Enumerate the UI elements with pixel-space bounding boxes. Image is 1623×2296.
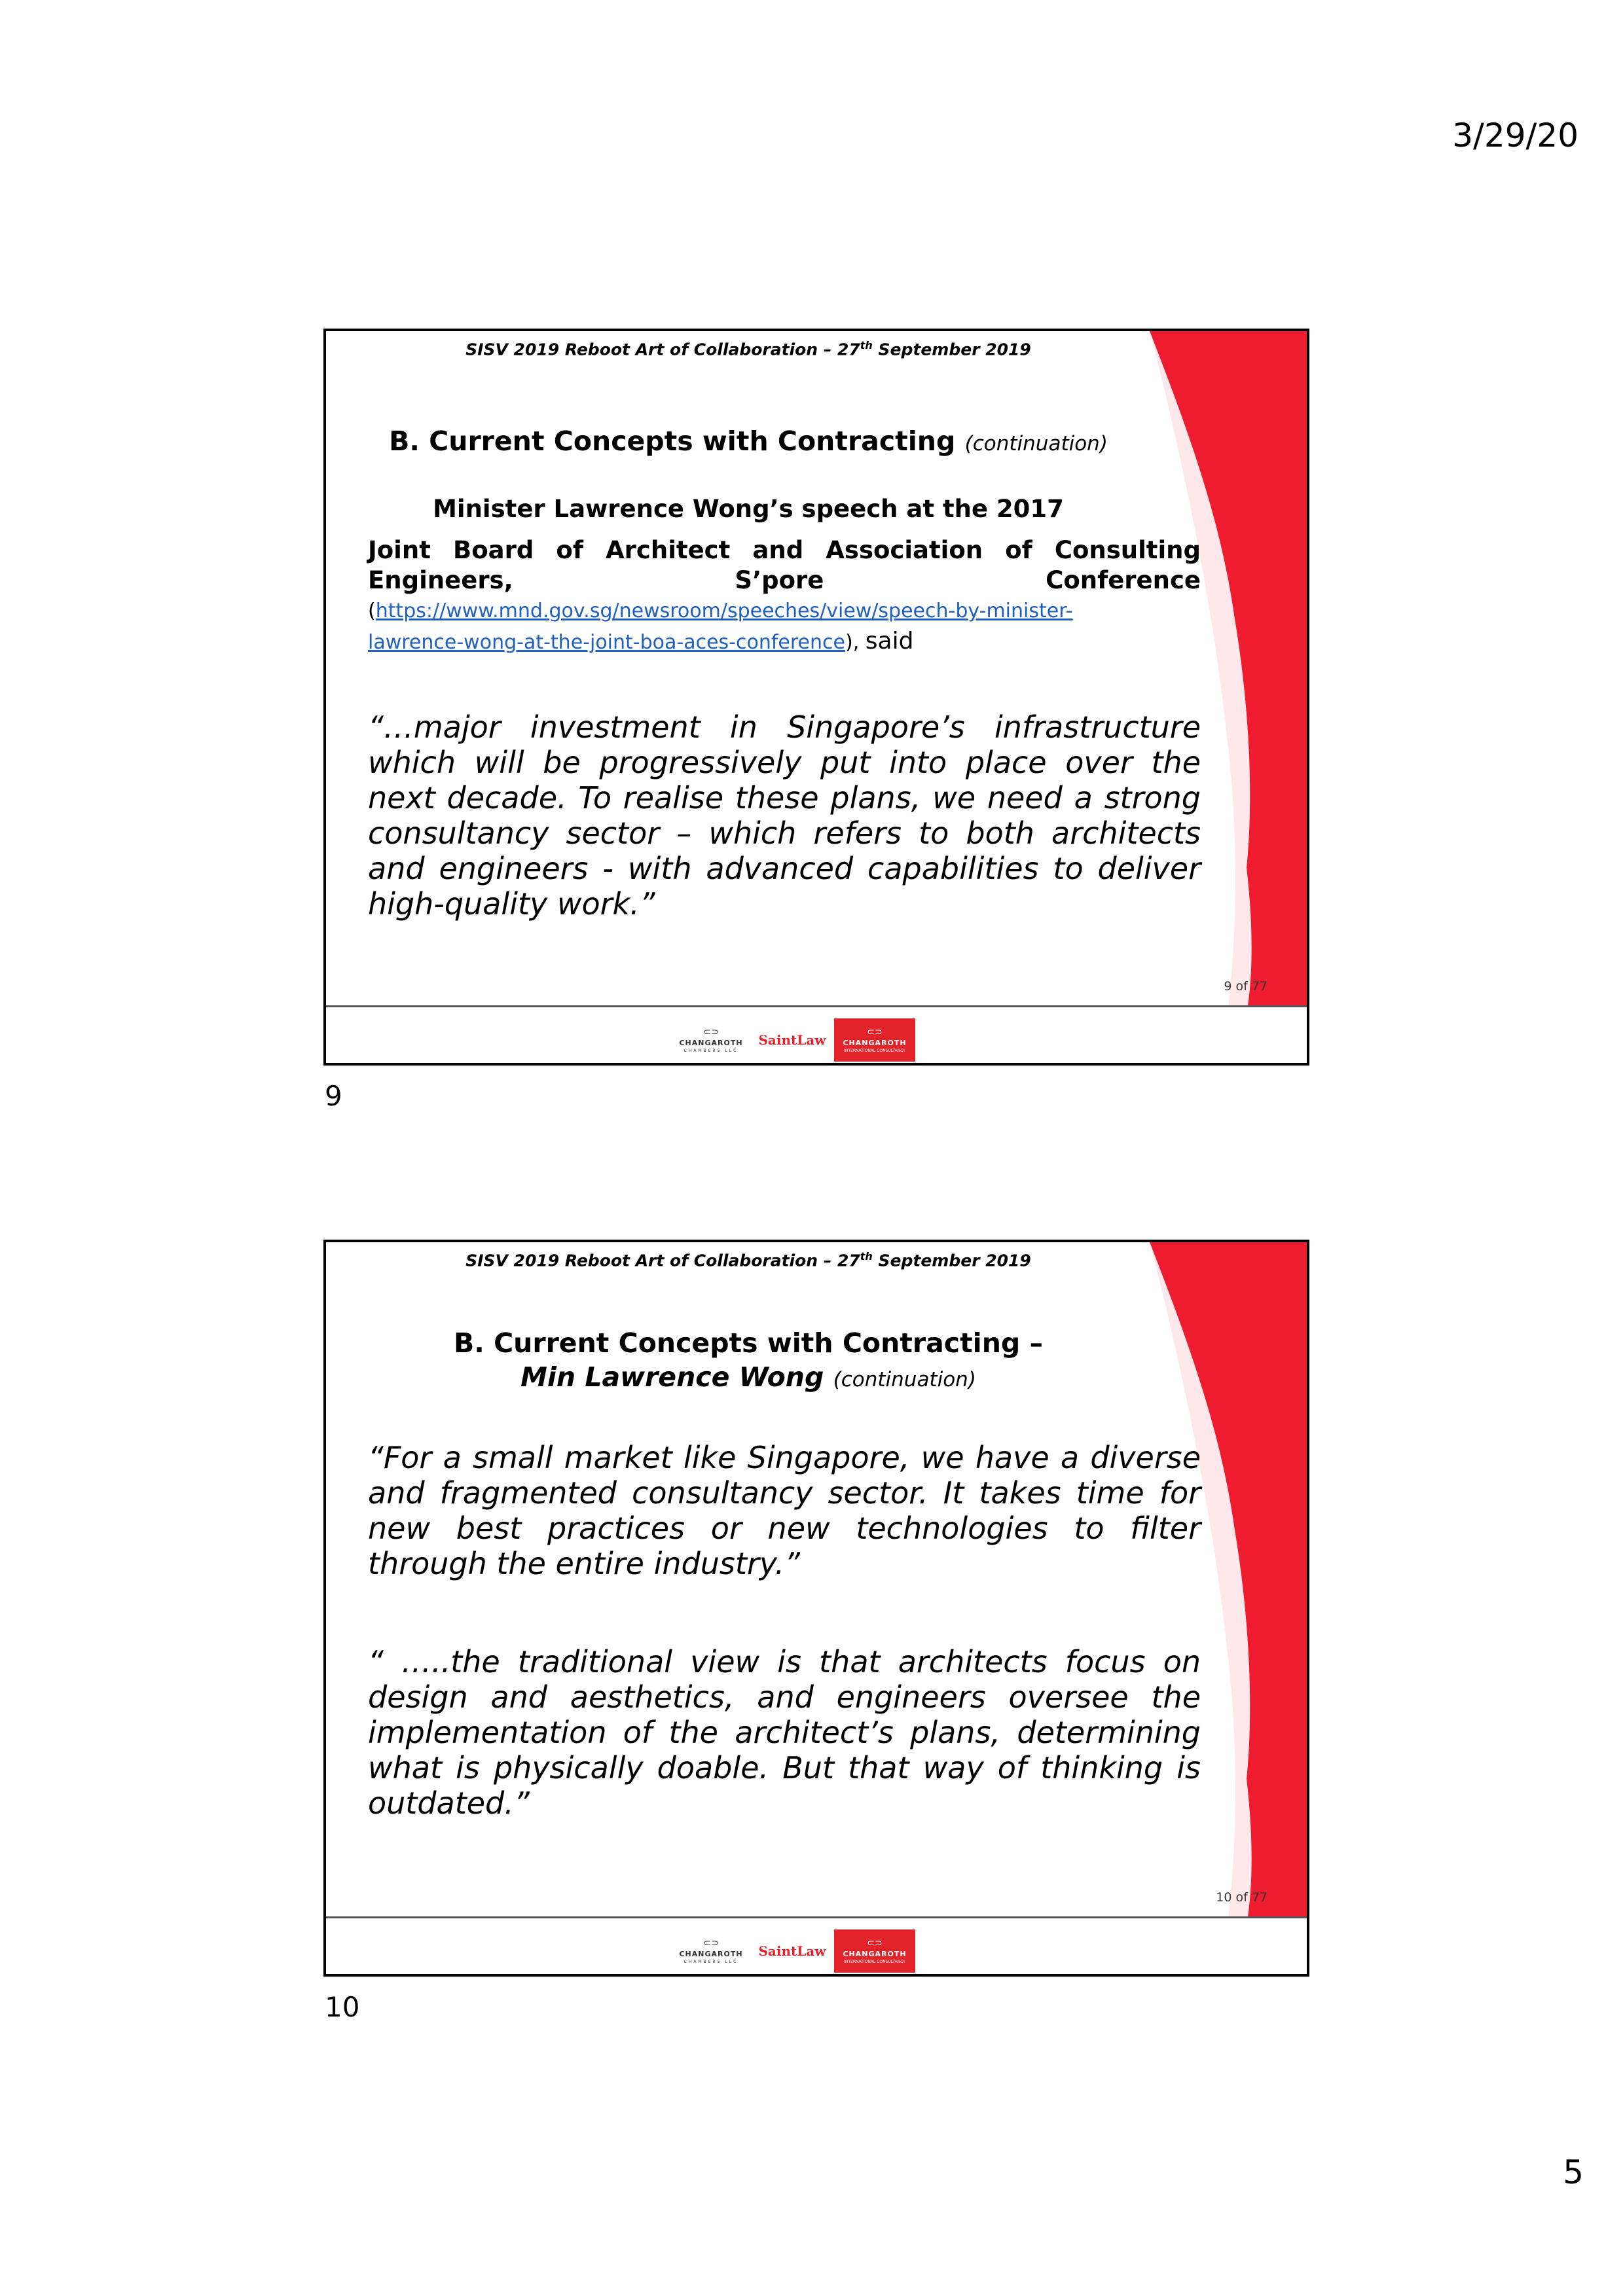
page-date: 3/29/20 (1452, 117, 1578, 154)
link-open-paren: ( (368, 600, 376, 622)
footer-divider (326, 1916, 1307, 1918)
changaroth-consultancy-logo (834, 1018, 915, 1062)
logo-1-name: CHANGAROTH (679, 1039, 743, 1047)
quote-block-1: “For a small market like Singapore, we have a diverse and fragmented consultancy sector. It takes time for new best practices or new technologies to filter through the entire industry.” (368, 1440, 1201, 1581)
footer-logos (672, 1018, 921, 1062)
header-prefix: SISV 2019 Reboot Art of Collaboration – 27 (465, 1251, 860, 1270)
logo-3-name: CHANGAROTH (843, 1039, 907, 1047)
logo-mark-icon: ⊂⊃ (867, 1027, 883, 1037)
title-text: B. Current Concepts with Contracting (389, 425, 956, 457)
logo-3-sub: INTERNATIONAL CONSULTANCY (844, 1960, 905, 1964)
title-name: Min Lawrence Wong (520, 1361, 824, 1393)
changaroth-chambers-logo (672, 1018, 750, 1062)
logo-3-name: CHANGAROTH (843, 1950, 907, 1958)
header-sup: th (860, 1250, 873, 1263)
said-text: said (865, 628, 914, 655)
speech-link-continued[interactable]: lawrence-wong-at-the-joint-boa-aces-conference (368, 631, 845, 654)
header-suffix: September 2019 (872, 340, 1031, 359)
logo-mark-icon: ⊂⊃ (703, 1938, 719, 1948)
slide-title: B. Current Concepts with Contracting – (453, 1327, 1044, 1359)
speech-link-line-1 (368, 596, 1201, 626)
slide-title (352, 425, 1144, 457)
speech-link[interactable]: https://www.mnd.gov.sg/newsroom/speeches/view/speech-by-minister- (375, 600, 1073, 622)
footer-logos (672, 1929, 921, 1973)
slide-number-10: 10 (325, 1991, 360, 2023)
body-line-2: Engineers, S’pore Conference (368, 566, 1201, 594)
changaroth-chambers-logo (672, 1929, 750, 1973)
slide-page-tag: 9 of 77 (1224, 979, 1267, 994)
saintlaw-logo (753, 1929, 831, 1973)
header-prefix: SISV 2019 Reboot Art of Collaboration – 27 (465, 340, 860, 359)
logo-mark-icon: ⊂⊃ (703, 1027, 719, 1037)
page-number: 5 (1563, 2153, 1584, 2191)
link-close-paren: ), (845, 631, 866, 654)
footer-divider (326, 1005, 1307, 1007)
slide-title-line-2 (352, 1361, 1144, 1393)
logo-1-sub: CHAMBERS LLC (684, 1049, 739, 1053)
saintlaw-logo (753, 1018, 831, 1062)
title-continuation: (continuation) (964, 432, 1108, 456)
quote-block: “…major investment in Singapore’s infrastructure which will be progressively put into place over the next decade. To realise these plans, we need a strong consultancy sector – which refers to both architects and engineers - with advanced capabilities to deliver high-quality work.” (368, 709, 1201, 922)
slide-10 (323, 1240, 1309, 1977)
logo-1-sub: CHAMBERS LLC (684, 1960, 739, 1964)
title-continuation: (continuation) (833, 1368, 976, 1391)
header-suffix: September 2019 (872, 1251, 1031, 1270)
slide-page-tag: 10 of 77 (1216, 1890, 1267, 1905)
body-line-1: Joint Board of Architect and Association of Consulting (368, 536, 1201, 564)
header-sup: th (860, 339, 873, 351)
slide-header (326, 339, 1171, 359)
slide-header (326, 1250, 1171, 1270)
logo-2-name: SaintLaw (758, 1032, 826, 1048)
logo-3-sub: INTERNATIONAL CONSULTANCY (844, 1049, 905, 1053)
slide-subtitle: Minister Lawrence Wong’s speech at the 2017 (433, 495, 1064, 523)
slide-9 (323, 329, 1309, 1066)
speech-link-line-2 (368, 626, 1201, 658)
logo-2-name: SaintLaw (758, 1943, 826, 1959)
changaroth-consultancy-logo (834, 1929, 915, 1973)
slide-number-9: 9 (325, 1080, 342, 1112)
logo-1-name: CHANGAROTH (679, 1950, 743, 1958)
quote-block-2: “ …..the traditional view is that architects focus on design and aesthetics, and engineers oversee the implementation of the architect’s plans, determining what is physically doable. But that way of thinking is outdated.” (368, 1644, 1201, 1821)
logo-mark-icon: ⊂⊃ (867, 1938, 883, 1948)
